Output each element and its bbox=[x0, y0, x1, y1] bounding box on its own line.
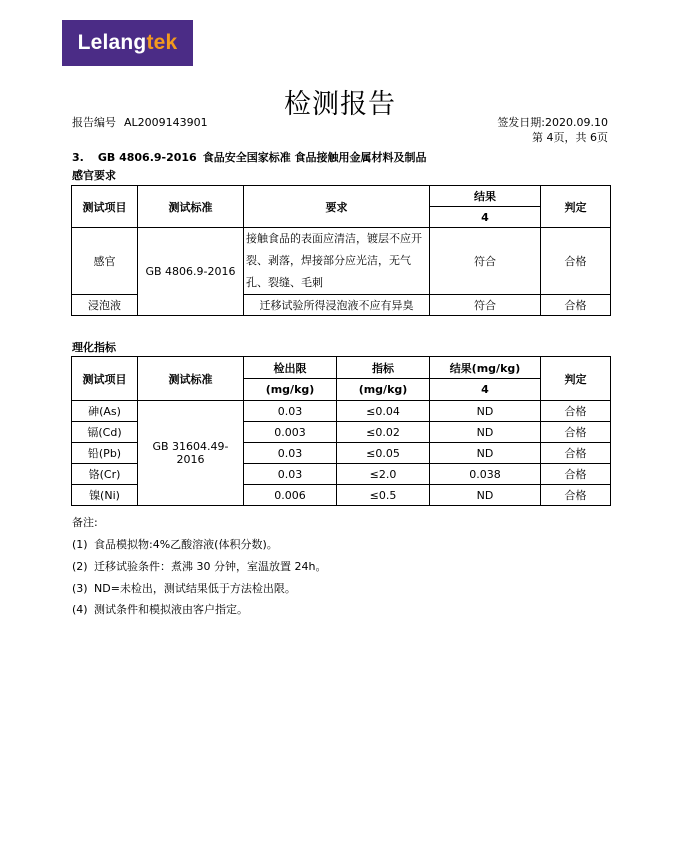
header-result: 结果(mg/kg) bbox=[430, 357, 541, 379]
note-item: (3) ND=未检出，测试结果低于方法检出限。 bbox=[72, 582, 296, 595]
cell-item: 铅(Pb) bbox=[72, 443, 138, 464]
cell-item: 浸泡液 bbox=[72, 295, 138, 316]
sensory-table bbox=[71, 185, 611, 316]
header-result-no: 4 bbox=[430, 379, 541, 401]
cell-lod: 0.03 bbox=[244, 443, 337, 464]
cell-limit: ≤2.0 bbox=[337, 464, 430, 485]
header-judgement: 判定 bbox=[541, 186, 611, 228]
header-item: 测试项目 bbox=[72, 357, 138, 401]
header-lod: 检出限 bbox=[244, 357, 337, 379]
cell-requirement: 接触食品的表面应清洁，镀层不应开裂、剥落，焊接部分应光洁，无气孔、裂缝、毛刺 bbox=[246, 232, 422, 289]
cell-result: ND bbox=[430, 401, 541, 422]
note-item: (4) 测试条件和模拟液由客户指定。 bbox=[72, 603, 248, 616]
header-limit: 指标 bbox=[337, 357, 430, 379]
cell-result: 0.038 bbox=[430, 464, 541, 485]
table-row bbox=[72, 228, 611, 295]
cell-judgement: 合格 bbox=[541, 295, 611, 316]
report-number: 报告编号 AL2009143901 bbox=[72, 116, 208, 129]
header-judgement: 判定 bbox=[541, 357, 611, 401]
cell-limit: ≤0.5 bbox=[337, 485, 430, 506]
sign-date: 签发日期:2020.09.10 bbox=[497, 116, 608, 129]
header-limit-unit: (mg/kg) bbox=[337, 379, 430, 401]
cell-judgement: 合格 bbox=[541, 401, 611, 422]
cell-lod: 0.03 bbox=[244, 464, 337, 485]
logo-text: Lelangtek bbox=[77, 31, 178, 54]
cell-lod: 0.006 bbox=[244, 485, 337, 506]
sensory-title: 感官要求 bbox=[72, 169, 116, 182]
cell-item: 感官 bbox=[72, 228, 138, 295]
header-standard: 测试标准 bbox=[138, 357, 244, 401]
cell-result: ND bbox=[430, 485, 541, 506]
cell-result: 符合 bbox=[430, 295, 541, 316]
header-item: 测试项目 bbox=[72, 186, 138, 228]
cell-result: 符合 bbox=[430, 228, 541, 295]
company-logo bbox=[62, 20, 193, 66]
physchem-table bbox=[71, 356, 611, 506]
cell-result: ND bbox=[430, 422, 541, 443]
cell-lod: 0.03 bbox=[244, 401, 337, 422]
header-result: 结果 bbox=[430, 186, 541, 207]
header-standard: 测试标准 bbox=[138, 186, 244, 228]
physchem-title: 理化指标 bbox=[72, 341, 116, 354]
header-result-no: 4 bbox=[430, 207, 541, 228]
cell-limit: ≤0.04 bbox=[337, 401, 430, 422]
cell-judgement: 合格 bbox=[541, 485, 611, 506]
cell-item: 镍(Ni) bbox=[72, 485, 138, 506]
note-item: (2) 迁移试验条件：煮沸 30 分钟，室温放置 24h。 bbox=[72, 560, 327, 573]
cell-judgement: 合格 bbox=[541, 228, 611, 295]
header-requirement: 要求 bbox=[244, 186, 430, 228]
cell-item: 铬(Cr) bbox=[72, 464, 138, 485]
cell-standard: GB 4806.9-2016 bbox=[138, 228, 244, 316]
cell-limit: ≤0.05 bbox=[337, 443, 430, 464]
cell-result: ND bbox=[430, 443, 541, 464]
section-title: 3. GB 4806.9-2016 食品安全国家标准 食品接触用金属材料及制品 bbox=[72, 151, 427, 164]
cell-judgement: 合格 bbox=[541, 464, 611, 485]
cell-item: 镉(Cd) bbox=[72, 422, 138, 443]
cell-limit: ≤0.02 bbox=[337, 422, 430, 443]
notes-label: 备注: bbox=[72, 516, 98, 529]
cell-judgement: 合格 bbox=[541, 443, 611, 464]
cell-item: 砷(As) bbox=[72, 401, 138, 422]
cell-requirement: 迁移试验所得浸泡液不应有异臭 bbox=[244, 295, 430, 316]
page-info: 第 4页，共 6页 bbox=[532, 131, 608, 144]
note-item: (1) 食品模拟物:4%乙酸溶液(体积分数)。 bbox=[72, 538, 278, 551]
page-title: 检测报告 bbox=[284, 89, 396, 120]
cell-lod: 0.003 bbox=[244, 422, 337, 443]
cell-standard: GB 31604.49-2016 bbox=[138, 401, 244, 506]
table-row bbox=[72, 401, 611, 422]
header-lod-unit: (mg/kg) bbox=[244, 379, 337, 401]
cell-judgement: 合格 bbox=[541, 422, 611, 443]
